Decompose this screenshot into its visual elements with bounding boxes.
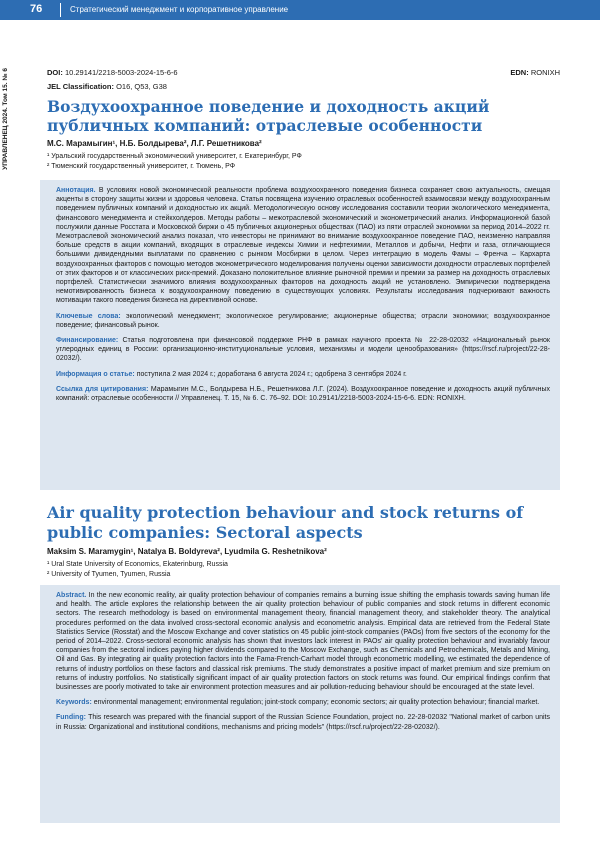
section-title: Стратегический менеджмент и корпоративное управление — [70, 5, 289, 14]
abstract-box-en — [40, 585, 560, 823]
article-info-ru — [40, 370, 560, 379]
keywords-en — [40, 698, 560, 707]
info-text-ru: поступила 2 мая 2024 г.; доработана 6 августа 2024 г.; одобрена 3 сентября 2024 г. — [136, 370, 407, 378]
abstract-box-ru — [40, 180, 560, 490]
header-bar — [0, 0, 600, 20]
keywords-label-en: Keywords: — [56, 699, 92, 707]
keywords-ru — [40, 312, 560, 330]
keywords-text-ru: экологический менеджмент; экологическое регулирование; акционерные общества; отрасли экономики; воздухоохранное поведение; финансовый рынок. — [56, 312, 550, 329]
funding-ru — [40, 336, 560, 364]
page-number: 76 — [30, 3, 43, 15]
edn-label: EDN: — [510, 68, 529, 77]
abstract-label-ru: Аннотация. — [56, 187, 96, 194]
citation-label-ru: Ссылка для цитирования: — [56, 385, 149, 393]
affiliation-en-1: ¹ Ural State University of Economics, Ekaterinburg, Russia — [47, 561, 228, 568]
funding-en — [40, 713, 560, 731]
keywords-text-en: environmental management; environmental regulation; joint-stock company; economic sectors; air quality protection behaviour; financial market. — [93, 699, 540, 707]
keywords-label-ru: Ключевые слова: — [56, 312, 121, 320]
funding-text-ru: Статья подготовлена при финансовой поддержке РНФ в рамках научного проекта № 22-28-02032 «Национальный рынок углеродных единиц в России: организационно-институциональные условия, механизмы и модели ценообразования» (https://rscf.ru/project/22-28-02032/). — [56, 337, 550, 363]
edn-line — [510, 68, 560, 77]
affiliation-ru-1: ¹ Уральский государственный экономический университет, г. Екатеринбург, РФ — [47, 153, 302, 160]
doi-value[interactable]: 10.29141/2218-5003-2024-15-6-6 — [64, 68, 178, 77]
abstract-ru — [40, 180, 560, 306]
jel-value: O16, Q53, G38 — [116, 82, 167, 91]
authors-ru: М.С. Марамыгин¹, Н.Б. Болдырева², Л.Г. Решетникова² — [47, 139, 262, 148]
abstract-text-ru: В условиях новой экономической реальности проблема воздухоохранного поведения бизнеса сохраняет свою актуальность, смещая акценты в сторону защиты жизни и здоровья человека. Статья посвящена изучению отраслевых особенностей взаимосвязи между воздухоохранным поведением публичных компаний и доходностью их акций. Методологическую основу исследования составили теории экологического менеджмента, финансового менеджмента и стейкхолдеров. Методы работы – межотраслевой экономический и эконометрический анализ. Информационной базой послужили данные Росстата и Московской биржи о 45 публичных акционерных обществах (ПАО) из пяти отраслей экономики за период 2014–2022 гг. Межотраслевой экономический анализ показал, что инвесторы не принимают во внимание воздухоохранное поведение ПАО, неизменно направляя больше средств в акции компаний, входящих в отраслевые индексы Химии и нефтехимии, Металлов и добычи, Нефти и газа, отличающиеся большими дивидендными выплатами по сравнению с рынком Мосбиржи в целом. Через интеграцию в модель Фамы – Френча – Кархарта воздухоохранных факторов с помощью методов эконометрического моделирования получены оценки зависимости доходности отраслевых портфелей от этих факторов и от классических риск-премий. Доказано положительное влияние рыночной премии и премии за размер на доходность отраслевых портфелей. Статистически значимого влияния воздухоохранных факторов на доходность акций не установлено. Эмпирически подтверждена немотивированность бизнеса к воздухоохранному поведению в существующих условиях. Результаты исследования подчеркивают важность мотивации такого поведения бизнеса на директивной основе. — [56, 187, 550, 305]
authors-en: Maksim S. Maramygin¹, Natalya B. Boldyreva², Lyudmila G. Reshetnikova² — [47, 547, 327, 556]
funding-text-en[interactable]: This research was prepared with the financial support of the Russian Science Foundation, project no. 22-28-02032 "National market of carbon units in Russia: Organizational and institutional conditions, mechanisms and pricing models" (https://rscf.ru/project/22-28-02032/). — [56, 714, 550, 731]
edn-value: RONIXH — [530, 68, 560, 77]
affiliation-en-2: ² University of Tyumen, Tyumen, Russia — [47, 571, 171, 578]
header-divider — [60, 3, 61, 17]
abstract-en — [40, 585, 560, 692]
jel-label: JEL Classification: — [47, 82, 114, 91]
doi-line — [47, 68, 178, 77]
info-label-ru: Информация о статье: — [56, 370, 135, 378]
article-title-en: Air quality protection behaviour and stock returns of public companies: Sectoral aspects — [47, 503, 524, 542]
journal-side-text: УПРАВЛЕНЕЦ 2024. Том 15. № 6 — [2, 68, 9, 170]
article-title-ru: Воздухоохранное поведение и доходность акций публичных компаний: отраслевые особенности — [47, 97, 490, 135]
funding-label-en: Funding: — [56, 714, 86, 722]
affiliation-ru-2: ² Тюменский государственный университет, г. Тюмень, РФ — [47, 163, 236, 170]
doi-label: DOI: — [47, 68, 63, 77]
abstract-text-en: In the new economic reality, air quality protection behaviour of companies remains a burning issue shifting the emphasis towards saving human life and health. The article explores the relationship between the air quality protection behaviour of public companies and stock returns in different economic sectors. The research methodology is based on environmental management theory, financial management theory, and stakeholder theory. The analytical procedures performed on the data involved cross-sectoral economic analysis and econometric analysis. Empirical data are retrieved from the Federal State Statistics Service (Rosstat) and the Moscow Exchange and cover statistics on 45 public joint-stock companies (PAOs) from five sectors of the economy for the period of 2014–2022. Cross-sectoral economic analysis has shown that investors lack interest in PAOs' air quality protection behaviour and invariably favour companies from the sectoral indices paying higher dividends compared to the Moscow Exchange, such as Chemicals and Petrochemicals, Metals and Mining, Oil and Gas. By integrating air quality protection factors into the Fama-French-Carhart model through econometric modelling, we estimated the dependence of returns of industry portfolios on these factors and classical risk premiums. The study demonstrates a positive impact of market premium and size premium on returns of industry portfolios. No statistically significant impact of air quality protection factors on stock returns was found. Our empirical findings confirm that businesses are poorly motivated to take air environment protection measures and air pollution-reducing behaviour should be encouraged at the state level. — [56, 592, 550, 692]
citation-ru — [40, 385, 560, 403]
abstract-label-en: Abstract. — [56, 592, 87, 599]
funding-label-ru: Финансирование: — [56, 337, 119, 345]
jel-line — [47, 82, 167, 91]
journal-side-label — [2, 68, 12, 268]
citation-text-ru[interactable]: Марамыгин М.С., Болдырева Н.Б., Решетникова Л.Г. (2024). Воздухоохранное поведение и доходность акций публичных компаний: отраслевые особенности // Управленец. Т. 15, № 6. С. 76–92. DOI: 10.29141/2218-5003-2024-15-6-6. EDN: RONIXH. — [56, 385, 550, 403]
